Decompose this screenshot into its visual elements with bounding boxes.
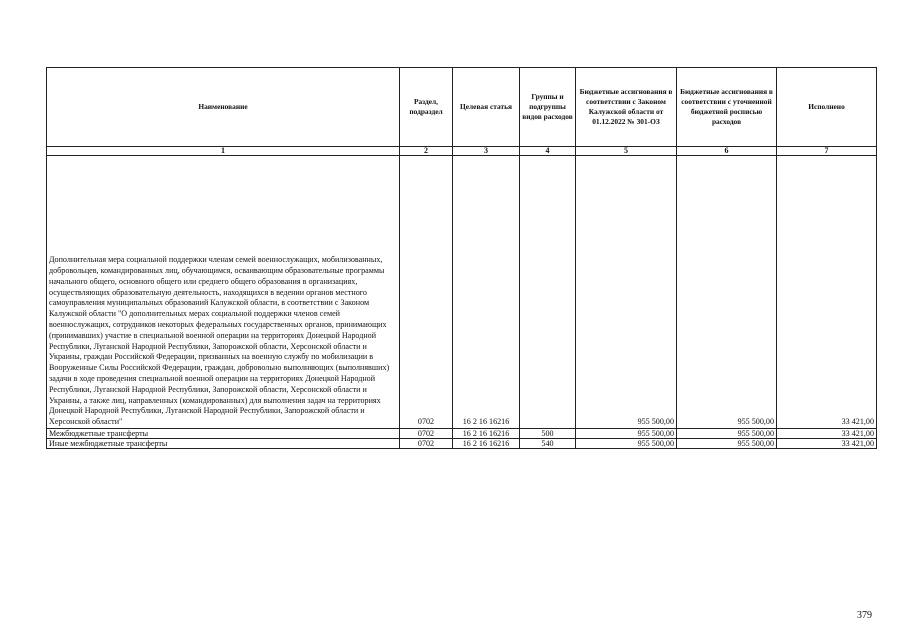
header-name: Наименование xyxy=(47,68,400,147)
col-number: 4 xyxy=(520,147,576,156)
row-executed: 33 421,00 xyxy=(777,439,877,449)
row-budget-law: 955 500,00 xyxy=(576,439,677,449)
row-target: 16 2 16 16216 xyxy=(453,429,520,439)
row-razdel: 0702 xyxy=(400,156,453,429)
col-number: 7 xyxy=(777,147,877,156)
header-budget-law: Бюджетные ассигнования в соответствии с Законом Калужской области от 01.12.2022 № 301-ОЗ xyxy=(576,68,677,147)
table-row xyxy=(47,439,877,449)
row-budget-law: 955 500,00 xyxy=(576,156,677,429)
row-name: Иные межбюджетные трансферты xyxy=(47,439,400,449)
col-number: 2 xyxy=(400,147,453,156)
col-number: 5 xyxy=(576,147,677,156)
header-target: Целевая статья xyxy=(453,68,520,147)
row-name: Межбюджетные трансферты xyxy=(47,429,400,439)
row-group xyxy=(520,156,576,429)
row-budget-refined: 955 500,00 xyxy=(677,439,777,449)
row-target: 16 2 16 16216 xyxy=(453,439,520,449)
row-executed: 33 421,00 xyxy=(777,429,877,439)
page-number: 379 xyxy=(857,610,872,621)
row-razdel: 0702 xyxy=(400,429,453,439)
row-razdel: 0702 xyxy=(400,439,453,449)
row-budget-refined: 955 500,00 xyxy=(677,156,777,429)
header-executed: Исполнено xyxy=(777,68,877,147)
col-number: 3 xyxy=(453,147,520,156)
col-number: 1 xyxy=(47,147,400,156)
budget-table xyxy=(46,67,877,449)
header-razdel: Раздел, подраздел xyxy=(400,68,453,147)
table-row xyxy=(47,429,877,439)
row-name: Дополнительная мера социальной поддержки членам семей военнослужащих, мобилизованных, добровольцев, командированных лиц, обучающимся, осваивающим образовательные программы начального общего, основного общего или среднего общего образования в организациях, осуществляющих образовательную деятельность, находящихся в ведении органов местного самоуправления муниципальных образований Калужской области, в соответствии с Законом Калужской области "О дополнительных мерах социальной поддержки членов семей военнослужащих, сотрудников некоторых федеральных государственных органов, принимающих (принимавших) участие в специальной военной операции на территориях Донецкой Народной Республики, Луганской Народной Республики, Запорожской области, Херсонской области и Украины, граждан Российской Федерации, призванных на военную службу по мобилизации в Вооруженные Силы Российской Федерации, граждан, добровольно выполняющих (выполнявших) задачи в ходе проведения специальной военной операции на территориях Донецкой Народной Республики, Луганской Народной Республики, Запорожской области, Херсонской области и Украины, а также лиц, направленных (командированных) для выполнения задач на территориях Донецкой Народной Республики, Луганской Народной Республики, Запорожской области и Херсонской области" xyxy=(47,156,400,429)
row-budget-refined: 955 500,00 xyxy=(677,429,777,439)
budget-table-container xyxy=(46,67,876,449)
col-number: 6 xyxy=(677,147,777,156)
row-executed: 33 421,00 xyxy=(777,156,877,429)
header-budget-refined: Бюджетные ассигнования в соответствии с уточненной бюджетной росписью расходов xyxy=(677,68,777,147)
row-budget-law: 955 500,00 xyxy=(576,429,677,439)
table-row xyxy=(47,156,877,429)
column-number-row xyxy=(47,147,877,156)
header-row xyxy=(47,68,877,147)
row-group: 540 xyxy=(520,439,576,449)
row-target: 16 2 16 16216 xyxy=(453,156,520,429)
header-groups: Группы и подгруппы видов расходов xyxy=(520,68,576,147)
row-group: 500 xyxy=(520,429,576,439)
